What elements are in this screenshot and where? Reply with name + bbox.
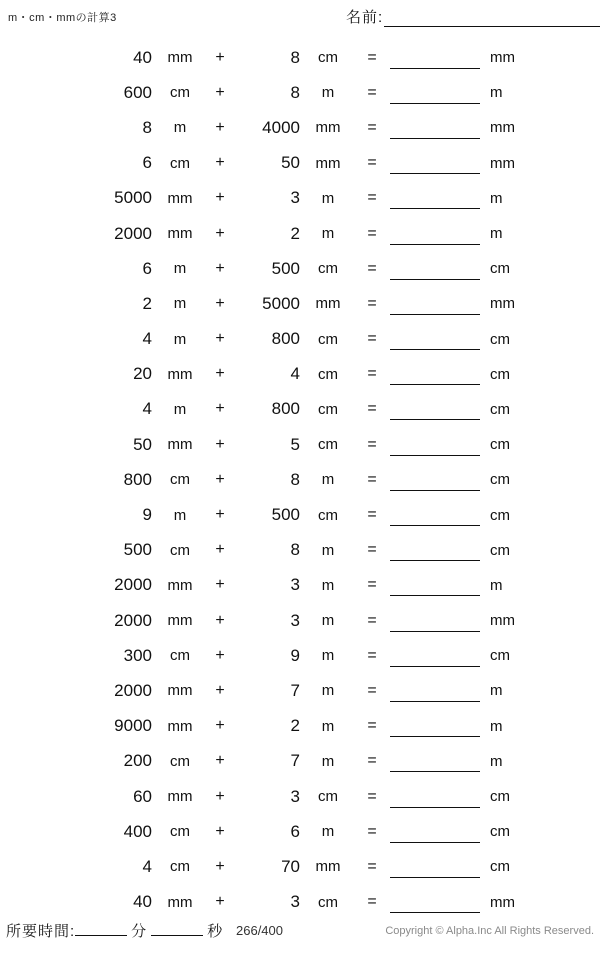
equals-sign: =: [367, 611, 377, 629]
answer-unit: m: [490, 682, 503, 700]
plus-operator: +: [215, 83, 225, 101]
operand-1: 2000: [114, 575, 152, 595]
answer-blank[interactable]: [388, 361, 484, 387]
operand-1-unit: m: [173, 295, 187, 313]
operand-1: 9: [142, 505, 152, 525]
plus-operator: +: [215, 822, 225, 840]
problem-row: [0, 427, 600, 462]
operand-2-unit: m: [321, 84, 335, 102]
answer-blank[interactable]: [388, 572, 484, 598]
operand-1: 6: [142, 258, 152, 278]
operand-2: 3: [290, 610, 300, 630]
equals-sign: =: [367, 646, 377, 664]
operand-2-unit: mm: [315, 154, 341, 172]
worksheet-footer: [0, 919, 600, 949]
answer-unit: cm: [490, 330, 510, 348]
equals-sign: =: [367, 118, 377, 136]
operand-1-unit: m: [173, 330, 187, 348]
operand-1: 2: [142, 293, 152, 313]
operand-2-unit: m: [321, 682, 335, 700]
problem-row: [0, 744, 600, 779]
operand-2-unit: m: [321, 612, 335, 630]
problem-row: [0, 146, 600, 181]
operand-1-unit: cm: [170, 84, 190, 102]
operand-1-unit: m: [173, 506, 187, 524]
operand-1: 40: [133, 892, 152, 912]
problem-row: [0, 638, 600, 673]
answer-underline: [390, 419, 480, 420]
answer-unit: mm: [490, 893, 515, 911]
answer-blank[interactable]: [388, 608, 484, 634]
operand-2: 500: [271, 258, 300, 278]
operand-2: 4: [290, 364, 300, 384]
operand-1: 9000: [114, 716, 152, 736]
operand-2: 3: [290, 188, 300, 208]
problem-row: [0, 885, 600, 920]
equals-sign: =: [367, 294, 377, 312]
problem-row: [0, 462, 600, 497]
answer-blank[interactable]: [388, 80, 484, 106]
operand-1-unit: m: [173, 260, 187, 278]
seconds-unit-label: 秒: [207, 923, 224, 940]
answer-unit: m: [490, 189, 503, 207]
answer-unit: cm: [490, 858, 510, 876]
plus-operator: +: [215, 893, 225, 911]
answer-blank[interactable]: [388, 784, 484, 810]
operand-1: 2000: [114, 223, 152, 243]
elapsed-time-block: [6, 919, 227, 941]
plus-operator: +: [215, 224, 225, 242]
operand-1-unit: mm: [167, 576, 193, 594]
equals-sign: =: [367, 400, 377, 418]
operand-2-unit: cm: [318, 436, 338, 454]
answer-underline: [390, 349, 480, 350]
plus-operator: +: [215, 787, 225, 805]
problem-row: [0, 216, 600, 251]
operand-1-unit: mm: [167, 893, 193, 911]
operand-1: 20: [133, 364, 152, 384]
equals-sign: =: [367, 576, 377, 594]
operand-2-unit: cm: [318, 365, 338, 383]
operand-1-unit: m: [173, 119, 187, 137]
problem-row: [0, 251, 600, 286]
answer-blank[interactable]: [388, 502, 484, 528]
name-label: 名前:: [346, 9, 384, 26]
operand-2: 70: [281, 856, 300, 876]
problem-row: [0, 533, 600, 568]
answer-unit: cm: [490, 506, 510, 524]
operand-1-unit: cm: [170, 541, 190, 559]
problem-row: [0, 392, 600, 427]
page-title: m・cm・mmの計算3: [8, 12, 117, 24]
equals-sign: =: [367, 470, 377, 488]
problem-row: [0, 110, 600, 145]
answer-unit: cm: [490, 436, 510, 454]
answer-blank[interactable]: [388, 45, 484, 71]
equals-sign: =: [367, 541, 377, 559]
operand-2-unit: m: [321, 471, 335, 489]
operand-2: 8: [290, 469, 300, 489]
problem-row: [0, 814, 600, 849]
answer-blank[interactable]: [388, 256, 484, 282]
plus-operator: +: [215, 48, 225, 66]
operand-1: 4: [142, 856, 152, 876]
answer-blank[interactable]: [388, 150, 484, 176]
equals-sign: =: [367, 717, 377, 735]
operand-2-unit: cm: [318, 506, 338, 524]
plus-operator: +: [215, 541, 225, 559]
problem-row: [0, 779, 600, 814]
answer-unit: cm: [490, 471, 510, 489]
operand-2: 3: [290, 786, 300, 806]
operand-2: 6: [290, 821, 300, 841]
equals-sign: =: [367, 506, 377, 524]
answer-unit: cm: [490, 400, 510, 418]
answer-underline: [390, 595, 480, 596]
answer-underline: [390, 842, 480, 843]
operand-2: 3: [290, 892, 300, 912]
operand-1-unit: cm: [170, 823, 190, 841]
answer-blank[interactable]: [388, 432, 484, 458]
operand-2-unit: cm: [318, 788, 338, 806]
plus-operator: +: [215, 330, 225, 348]
problem-row: [0, 357, 600, 392]
problem-row: [0, 849, 600, 884]
operand-2: 2: [290, 716, 300, 736]
operand-1-unit: mm: [167, 788, 193, 806]
operand-2-unit: cm: [318, 330, 338, 348]
operand-2-unit: m: [321, 189, 335, 207]
answer-underline: [390, 314, 480, 315]
answer-underline: [390, 103, 480, 104]
plus-operator: +: [215, 435, 225, 453]
answer-unit: cm: [490, 260, 510, 278]
answer-underline: [390, 68, 480, 69]
operand-1: 2000: [114, 610, 152, 630]
equals-sign: =: [367, 259, 377, 277]
problem-row: [0, 181, 600, 216]
answer-blank[interactable]: [388, 713, 484, 739]
operand-2: 3: [290, 575, 300, 595]
answer-unit: cm: [490, 788, 510, 806]
problem-row: [0, 709, 600, 744]
operand-1-unit: mm: [167, 49, 193, 67]
answer-blank[interactable]: [388, 326, 484, 352]
operand-1-unit: mm: [167, 682, 193, 700]
problem-row: [0, 497, 600, 532]
plus-operator: +: [215, 118, 225, 136]
operand-2: 4000: [262, 117, 300, 137]
operand-1: 50: [133, 434, 152, 454]
operand-1: 8: [142, 117, 152, 137]
answer-blank[interactable]: [388, 115, 484, 141]
problem-row: [0, 75, 600, 110]
operand-1: 400: [123, 821, 152, 841]
answer-underline: [390, 631, 480, 632]
answer-blank[interactable]: [388, 643, 484, 669]
answer-underline: [390, 525, 480, 526]
plus-operator: +: [215, 154, 225, 172]
operand-2-unit: mm: [315, 119, 341, 137]
answer-blank[interactable]: [388, 819, 484, 845]
plus-operator: +: [215, 752, 225, 770]
answer-unit: cm: [490, 541, 510, 559]
equals-sign: =: [367, 154, 377, 172]
answer-blank[interactable]: [388, 889, 484, 915]
answer-underline: [390, 771, 480, 772]
equals-sign: =: [367, 83, 377, 101]
operand-1-unit: mm: [167, 365, 193, 383]
operand-1-unit: mm: [167, 225, 193, 243]
equals-sign: =: [367, 330, 377, 348]
equals-sign: =: [367, 681, 377, 699]
answer-unit: m: [490, 84, 503, 102]
operand-2: 8: [290, 47, 300, 67]
elapsed-time-label: 所要時間:: [6, 923, 76, 940]
operand-1-unit: cm: [170, 647, 190, 665]
answer-unit: mm: [490, 119, 515, 137]
operand-2: 7: [290, 680, 300, 700]
problem-row: [0, 568, 600, 603]
plus-operator: +: [215, 189, 225, 207]
operand-1-unit: mm: [167, 189, 193, 207]
operand-2-unit: mm: [315, 858, 341, 876]
operand-2: 9: [290, 645, 300, 665]
operand-1-unit: cm: [170, 471, 190, 489]
plus-operator: +: [215, 365, 225, 383]
operand-1: 2000: [114, 680, 152, 700]
answer-unit: mm: [490, 612, 515, 630]
name-field-area: [346, 6, 600, 27]
answer-underline: [390, 807, 480, 808]
answer-unit: cm: [490, 647, 510, 665]
answer-blank[interactable]: [388, 396, 484, 422]
worksheet-header: [0, 0, 600, 36]
operand-1: 800: [123, 469, 152, 489]
equals-sign: =: [367, 787, 377, 805]
answer-blank[interactable]: [388, 537, 484, 563]
operand-1-unit: mm: [167, 436, 193, 454]
operand-1: 40: [133, 47, 152, 67]
answer-underline: [390, 736, 480, 737]
operand-2-unit: m: [321, 647, 335, 665]
answer-unit: cm: [490, 365, 510, 383]
answer-blank[interactable]: [388, 854, 484, 880]
serial-number: 266/400: [236, 923, 283, 938]
answer-underline: [390, 877, 480, 878]
operand-1-unit: cm: [170, 858, 190, 876]
answer-underline: [390, 384, 480, 385]
answer-unit: m: [490, 225, 503, 243]
answer-blank[interactable]: [388, 291, 484, 317]
answer-underline: [390, 912, 480, 913]
equals-sign: =: [367, 822, 377, 840]
operand-1-unit: m: [173, 400, 187, 418]
operand-1-unit: cm: [170, 752, 190, 770]
operand-2: 7: [290, 751, 300, 771]
operand-2: 800: [271, 399, 300, 419]
operand-2: 5: [290, 434, 300, 454]
operand-2-unit: cm: [318, 400, 338, 418]
operand-1: 300: [123, 645, 152, 665]
plus-operator: +: [215, 576, 225, 594]
problem-row: [0, 673, 600, 708]
equals-sign: =: [367, 752, 377, 770]
operand-1: 600: [123, 82, 152, 102]
answer-unit: mm: [490, 154, 515, 172]
problem-row: [0, 603, 600, 638]
answer-unit: m: [490, 576, 503, 594]
plus-operator: +: [215, 294, 225, 312]
operand-1: 200: [123, 751, 152, 771]
plus-operator: +: [215, 400, 225, 418]
answer-unit: mm: [490, 49, 515, 67]
answer-underline: [390, 138, 480, 139]
operand-2-unit: m: [321, 576, 335, 594]
problem-row: [0, 286, 600, 321]
operand-2: 2: [290, 223, 300, 243]
minutes-unit-label: 分: [131, 923, 148, 940]
plus-operator: +: [215, 470, 225, 488]
operand-2: 8: [290, 540, 300, 560]
operand-1: 60: [133, 786, 152, 806]
operand-2: 5000: [262, 293, 300, 313]
operand-1-unit: cm: [170, 154, 190, 172]
operand-1-unit: mm: [167, 612, 193, 630]
operand-2-unit: m: [321, 752, 335, 770]
minutes-input-line[interactable]: [75, 919, 127, 936]
answer-underline: [390, 666, 480, 667]
equals-sign: =: [367, 48, 377, 66]
answer-underline: [390, 208, 480, 209]
plus-operator: +: [215, 857, 225, 875]
answer-underline: [390, 701, 480, 702]
plus-operator: +: [215, 646, 225, 664]
equals-sign: =: [367, 189, 377, 207]
answer-unit: mm: [490, 295, 515, 313]
operand-2-unit: mm: [315, 295, 341, 313]
equals-sign: =: [367, 857, 377, 875]
operand-1-unit: mm: [167, 717, 193, 735]
operand-2-unit: m: [321, 541, 335, 559]
operand-1: 500: [123, 540, 152, 560]
plus-operator: +: [215, 717, 225, 735]
answer-unit: m: [490, 717, 503, 735]
operand-2: 8: [290, 82, 300, 102]
seconds-input-line[interactable]: [151, 919, 203, 936]
answer-blank[interactable]: [388, 185, 484, 211]
operand-2: 800: [271, 329, 300, 349]
plus-operator: +: [215, 259, 225, 277]
operand-2-unit: m: [321, 717, 335, 735]
operand-2: 50: [281, 153, 300, 173]
answer-underline: [390, 455, 480, 456]
answer-unit: cm: [490, 823, 510, 841]
operand-2-unit: m: [321, 225, 335, 243]
equals-sign: =: [367, 435, 377, 453]
equals-sign: =: [367, 365, 377, 383]
equals-sign: =: [367, 893, 377, 911]
operand-2-unit: cm: [318, 49, 338, 67]
plus-operator: +: [215, 681, 225, 699]
problem-list: [0, 40, 600, 920]
operand-1: 5000: [114, 188, 152, 208]
operand-1: 4: [142, 399, 152, 419]
operand-2-unit: cm: [318, 893, 338, 911]
answer-blank[interactable]: [388, 467, 484, 493]
operand-1: 6: [142, 153, 152, 173]
problem-row: [0, 322, 600, 357]
operand-1: 4: [142, 329, 152, 349]
answer-unit: m: [490, 752, 503, 770]
answer-underline: [390, 173, 480, 174]
answer-underline: [390, 244, 480, 245]
answer-underline: [390, 560, 480, 561]
equals-sign: =: [367, 224, 377, 242]
plus-operator: +: [215, 611, 225, 629]
operand-2-unit: cm: [318, 260, 338, 278]
answer-blank[interactable]: [388, 678, 484, 704]
problem-row: [0, 40, 600, 75]
operand-2-unit: m: [321, 823, 335, 841]
copyright-notice: Copyright © Alpha.Inc All Rights Reserved.: [385, 925, 594, 937]
plus-operator: +: [215, 506, 225, 524]
answer-blank[interactable]: [388, 221, 484, 247]
answer-blank[interactable]: [388, 748, 484, 774]
operand-2: 500: [271, 505, 300, 525]
answer-underline: [390, 490, 480, 491]
answer-underline: [390, 279, 480, 280]
name-input-line[interactable]: [384, 9, 600, 27]
